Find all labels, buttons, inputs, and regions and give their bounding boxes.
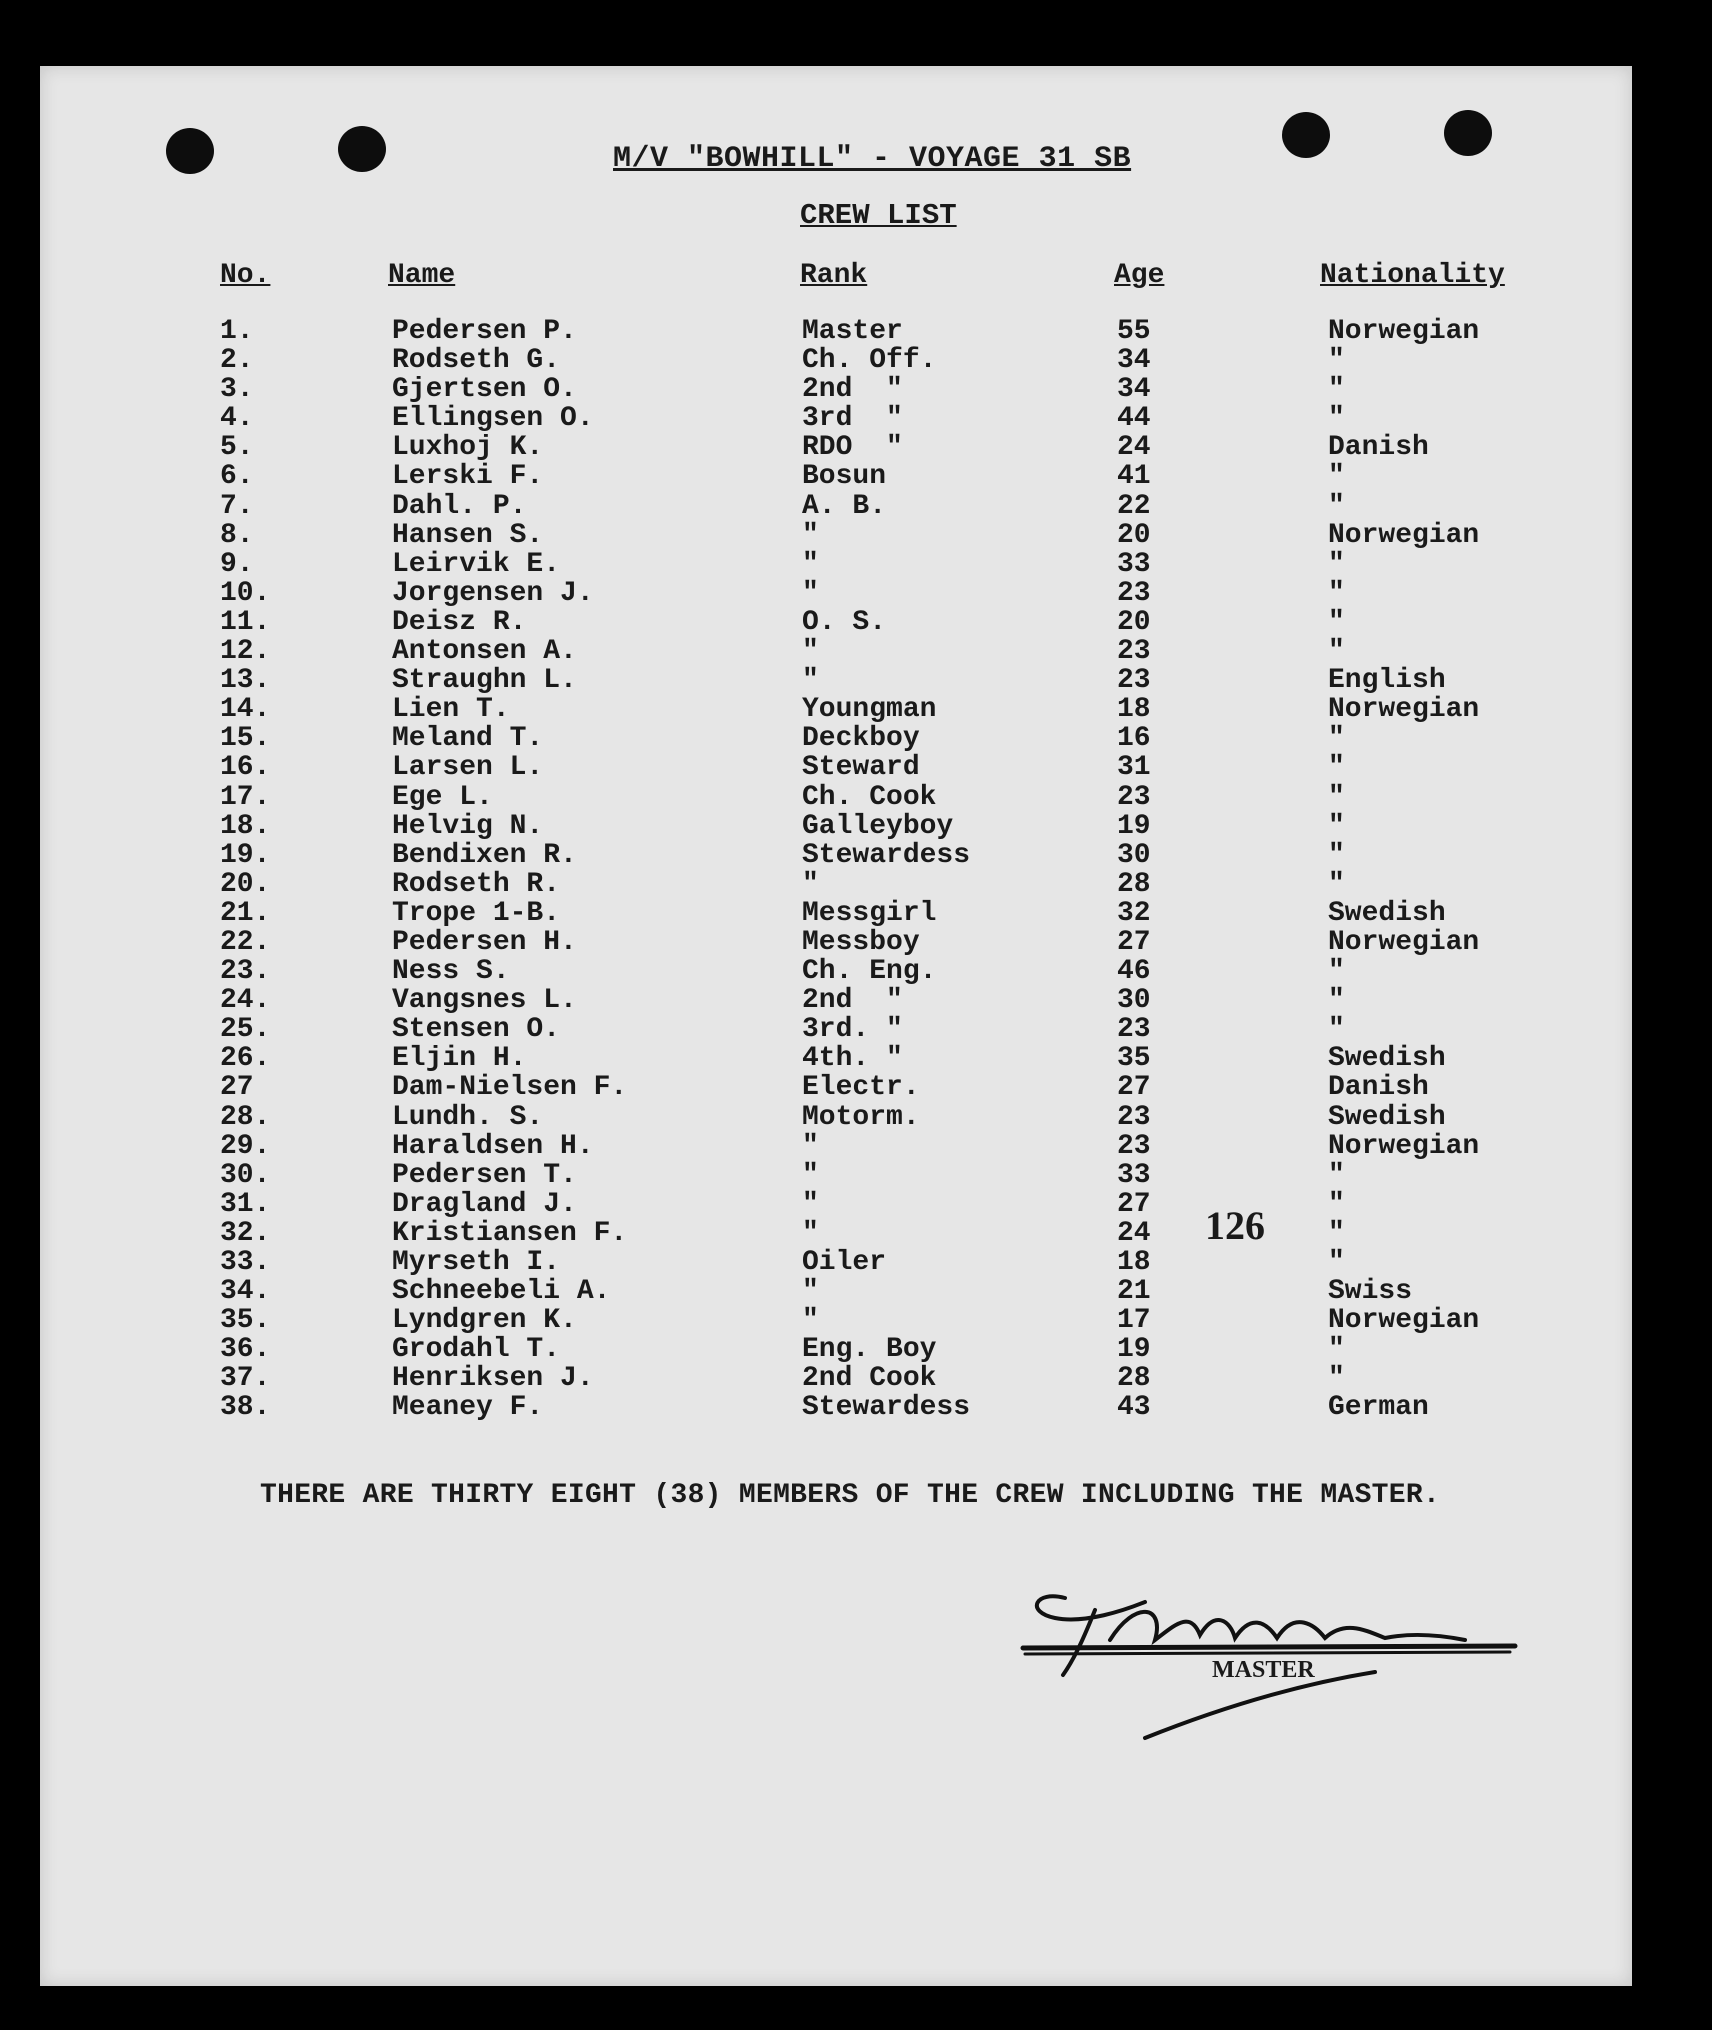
crew-table: [0, 316, 1712, 1422]
crew-rank: ": [802, 868, 819, 900]
crew-name: Bendixen R.: [392, 839, 577, 871]
crew-nationality: ": [1328, 839, 1345, 871]
crew-name: Leirvik E.: [392, 548, 561, 580]
crew-row: [0, 636, 1712, 668]
crew-nationality: Danish: [1328, 1072, 1429, 1104]
crew-number: 6.: [220, 461, 254, 493]
header-name: Name: [388, 260, 456, 291]
crew-number: 17.: [220, 781, 271, 813]
crew-rank: 3rd ": [802, 403, 903, 435]
crew-nationality: German: [1328, 1392, 1429, 1424]
crew-number: 11.: [220, 606, 271, 638]
crew-rank: Stewardess: [802, 839, 971, 871]
crew-rank: A. B.: [802, 490, 887, 522]
crew-age: 18: [1117, 1247, 1151, 1278]
crew-number: 28.: [220, 1101, 271, 1133]
crew-rank: Messboy: [802, 926, 920, 958]
crew-name: Eljin H.: [392, 1043, 527, 1075]
crew-name: Gjertsen O.: [392, 374, 577, 406]
crew-name: Pedersen T.: [392, 1159, 577, 1191]
crew-number: 12.: [220, 636, 271, 668]
crew-rank: Galleyboy: [802, 810, 954, 842]
crew-rank: Ch. Off.: [802, 345, 937, 377]
crew-nationality: ": [1328, 1014, 1345, 1046]
crew-nationality: ": [1328, 403, 1345, 435]
crew-number: 2.: [220, 345, 254, 377]
crew-name: Pedersen P.: [392, 316, 577, 347]
crew-name: Larsen L.: [392, 752, 544, 784]
crew-name: Jorgensen J.: [392, 577, 594, 609]
crew-rank: ": [802, 519, 819, 551]
crew-name: Dam-Nielsen F.: [392, 1072, 628, 1104]
crew-age: 33: [1117, 548, 1151, 580]
document-title: M/V "BOWHILL" - VOYAGE 31 SB: [613, 142, 1132, 176]
crew-rank: Stewardess: [802, 1392, 971, 1424]
crew-nationality: English: [1328, 665, 1446, 697]
crew-number: 18.: [220, 810, 271, 842]
crew-row: [0, 316, 1712, 345]
crew-rank: Ch. Eng.: [802, 956, 937, 988]
signature-label: MASTER: [1212, 1657, 1315, 1683]
crew-name: Dragland J.: [392, 1188, 577, 1220]
crew-nationality: Norwegian: [1328, 1305, 1480, 1337]
crew-age: 16: [1117, 723, 1151, 755]
crew-name: Haraldsen H.: [392, 1130, 594, 1162]
crew-name: Trope 1-B.: [392, 897, 561, 929]
crew-number: 25.: [220, 1014, 271, 1046]
crew-nationality: ": [1328, 461, 1345, 493]
crew-number: 15.: [220, 723, 271, 755]
crew-rank: Oiler: [802, 1247, 887, 1278]
crew-rank: ": [802, 1188, 819, 1220]
crew-row: [0, 1218, 1712, 1247]
crew-row: [0, 1072, 1712, 1104]
crew-nationality: ": [1328, 868, 1345, 900]
stamp-number: 126: [1205, 1203, 1265, 1248]
crew-rank: ": [802, 665, 819, 697]
crew-rank: ": [802, 548, 819, 580]
crew-name: Lyndgren K.: [392, 1305, 577, 1337]
crew-nationality: Swedish: [1328, 1101, 1446, 1133]
crew-number: 1.: [220, 316, 254, 347]
crew-number: 4.: [220, 403, 254, 435]
crew-age: 21: [1117, 1276, 1151, 1308]
crew-row: [0, 1043, 1712, 1075]
crew-rank: RDO ": [802, 432, 903, 464]
header-nationality: Nationality: [1320, 260, 1505, 291]
crew-rank: Motorm.: [802, 1101, 920, 1133]
crew-row: [0, 723, 1712, 755]
crew-nationality: ": [1328, 1159, 1345, 1191]
crew-name: Deisz R.: [392, 606, 527, 638]
crew-name: Myrseth I.: [392, 1247, 561, 1278]
crew-name: Rodseth R.: [392, 868, 561, 900]
crew-rank: 3rd. ": [802, 1014, 903, 1046]
crew-number: 21.: [220, 897, 271, 929]
crew-name: Kristiansen F.: [392, 1217, 628, 1249]
crew-row: [0, 403, 1712, 435]
crew-rank: Eng. Boy: [802, 1334, 937, 1366]
crew-nationality: ": [1328, 1188, 1345, 1220]
crew-row: [0, 1276, 1712, 1308]
crew-nationality: ": [1328, 548, 1345, 580]
crew-number: 24.: [220, 985, 271, 1017]
crew-number: 7.: [220, 490, 254, 522]
crew-row: [0, 840, 1712, 869]
crew-nationality: Norwegian: [1328, 694, 1480, 726]
crew-age: 32: [1117, 897, 1151, 929]
crew-row: [0, 578, 1712, 607]
crew-name: Pedersen H.: [392, 926, 577, 958]
crew-row: [0, 1363, 1712, 1395]
crew-age: 33: [1117, 1159, 1151, 1191]
crew-number: 20.: [220, 868, 271, 900]
crew-age: 46: [1117, 956, 1151, 988]
crew-number: 14.: [220, 694, 271, 726]
crew-rank: ": [802, 1276, 819, 1308]
crew-rank: ": [802, 636, 819, 668]
crew-name: Lien T.: [392, 694, 510, 726]
crew-name: Henriksen J.: [392, 1363, 594, 1395]
crew-name: Straughn L.: [392, 665, 577, 697]
crew-row: [0, 898, 1712, 927]
crew-nationality: ": [1328, 1247, 1345, 1278]
crew-row: [0, 607, 1712, 636]
crew-name: Ness S.: [392, 956, 510, 988]
crew-row: [0, 374, 1712, 406]
crew-rank: Bosun: [802, 461, 887, 493]
crew-age: 24: [1117, 432, 1151, 464]
crew-nationality: ": [1328, 577, 1345, 609]
crew-nationality: Norwegian: [1328, 316, 1480, 347]
crew-age: 35: [1117, 1043, 1151, 1075]
crew-row: [0, 1131, 1712, 1160]
crew-row: [0, 520, 1712, 549]
crew-age: 24: [1117, 1217, 1151, 1249]
crew-number: 27: [220, 1072, 254, 1104]
crew-rank: ": [802, 1217, 819, 1249]
crew-row: [0, 1392, 1712, 1424]
crew-nationality: Swiss: [1328, 1276, 1413, 1308]
crew-number: 37.: [220, 1363, 271, 1395]
crew-age: 28: [1117, 868, 1151, 900]
crew-number: 35.: [220, 1305, 271, 1337]
crew-age: 23: [1117, 665, 1151, 697]
document-subtitle: CREW LIST: [800, 199, 957, 232]
crew-name: Schneebeli A.: [392, 1276, 611, 1308]
crew-age: 19: [1117, 810, 1151, 842]
crew-number: 3.: [220, 374, 254, 406]
crew-row: [0, 985, 1712, 1017]
crew-age: 23: [1117, 1014, 1151, 1046]
crew-nationality: ": [1328, 723, 1345, 755]
crew-number: 10.: [220, 577, 271, 609]
crew-nationality: ": [1328, 810, 1345, 842]
crew-name: Hansen S.: [392, 519, 544, 551]
crew-row: [0, 956, 1712, 988]
crew-row: [0, 1334, 1712, 1366]
crew-name: Rodseth G.: [392, 345, 561, 377]
crew-number: 9.: [220, 548, 254, 580]
crew-number: 23.: [220, 956, 271, 988]
crew-number: 16.: [220, 752, 271, 784]
crew-rank: O. S.: [802, 606, 887, 638]
crew-row: [0, 1014, 1712, 1046]
crew-name: Vangsnes L.: [392, 985, 577, 1017]
crew-name: Ellingsen O.: [392, 403, 594, 435]
header-no: No.: [220, 260, 271, 291]
crew-row: [0, 461, 1712, 493]
crew-row: [0, 752, 1712, 784]
crew-nationality: ": [1328, 781, 1345, 813]
crew-nationality: ": [1328, 636, 1345, 668]
crew-nationality: ": [1328, 606, 1345, 638]
header-rank: Rank: [800, 260, 868, 291]
crew-age: 55: [1117, 316, 1151, 347]
crew-number: 34.: [220, 1276, 271, 1308]
crew-name: Antonsen A.: [392, 636, 577, 668]
crew-age: 27: [1117, 926, 1151, 958]
crew-number: 22.: [220, 926, 271, 958]
crew-number: 30.: [220, 1159, 271, 1191]
crew-row: [0, 1189, 1712, 1218]
crew-name: Lerski F.: [392, 461, 544, 493]
crew-row: [0, 345, 1712, 377]
crew-age: 30: [1117, 985, 1151, 1017]
crew-rank: Messgirl: [802, 897, 937, 929]
crew-age: 31: [1117, 752, 1151, 784]
crew-number: 32.: [220, 1217, 271, 1249]
crew-row: [0, 1247, 1712, 1276]
crew-nationality: ": [1328, 956, 1345, 988]
crew-rank: ": [802, 577, 819, 609]
crew-row: [0, 665, 1712, 697]
crew-age: 23: [1117, 636, 1151, 668]
crew-rank: Deckboy: [802, 723, 920, 755]
crew-nationality: Norwegian: [1328, 926, 1480, 958]
crew-age: 18: [1117, 694, 1151, 726]
crew-rank: Electr.: [802, 1072, 920, 1104]
crew-name: Lundh. S.: [392, 1101, 544, 1133]
crew-nationality: ": [1328, 345, 1345, 377]
crew-number: 29.: [220, 1130, 271, 1162]
crew-row: [0, 491, 1712, 520]
crew-age: 27: [1117, 1188, 1151, 1220]
crew-rank: ": [802, 1305, 819, 1337]
crew-name: Stensen O.: [392, 1014, 561, 1046]
crew-age: 22: [1117, 490, 1151, 522]
crew-nationality: ": [1328, 490, 1345, 522]
crew-nationality: ": [1328, 374, 1345, 406]
crew-rank: ": [802, 1159, 819, 1191]
crew-age: 23: [1117, 781, 1151, 813]
crew-age: 34: [1117, 345, 1151, 377]
crew-age: 28: [1117, 1363, 1151, 1395]
crew-row: [0, 782, 1712, 811]
crew-nationality: Norwegian: [1328, 1130, 1480, 1162]
crew-age: 20: [1117, 606, 1151, 638]
crew-name: Meland T.: [392, 723, 544, 755]
crew-number: 5.: [220, 432, 254, 464]
crew-row: [0, 1160, 1712, 1189]
crew-name: Grodahl T.: [392, 1334, 561, 1366]
crew-number: 8.: [220, 519, 254, 551]
crew-nationality: Norwegian: [1328, 519, 1480, 551]
crew-age: 30: [1117, 839, 1151, 871]
crew-age: 19: [1117, 1334, 1151, 1366]
crew-nationality: Swedish: [1328, 897, 1446, 929]
crew-nationality: Danish: [1328, 432, 1429, 464]
crew-name: Luxhoj K.: [392, 432, 544, 464]
crew-name: Helvig N.: [392, 810, 544, 842]
punch-hole: [166, 128, 214, 174]
crew-row: [0, 432, 1712, 464]
crew-age: 43: [1117, 1392, 1151, 1424]
crew-row: [0, 927, 1712, 956]
crew-name: Dahl. P.: [392, 490, 527, 522]
crew-nationality: ": [1328, 752, 1345, 784]
crew-rank: 2nd Cook: [802, 1363, 937, 1395]
crew-row: [0, 869, 1712, 898]
crew-age: 34: [1117, 374, 1151, 406]
punch-hole: [1444, 110, 1492, 156]
crew-age: 41: [1117, 461, 1151, 493]
crew-number: 13.: [220, 665, 271, 697]
crew-age: 23: [1117, 1130, 1151, 1162]
crew-age: 23: [1117, 1101, 1151, 1133]
crew-number: 33.: [220, 1247, 271, 1278]
crew-nationality: ": [1328, 1334, 1345, 1366]
crew-age: 27: [1117, 1072, 1151, 1104]
crew-age: 20: [1117, 519, 1151, 551]
crew-age: 23: [1117, 577, 1151, 609]
crew-number: 31.: [220, 1188, 271, 1220]
crew-rank: 2nd ": [802, 374, 903, 406]
crew-number: 38.: [220, 1392, 271, 1424]
crew-nationality: ": [1328, 1217, 1345, 1249]
crew-rank: 4th. ": [802, 1043, 903, 1075]
crew-number: 19.: [220, 839, 271, 871]
crew-name: Ege L.: [392, 781, 493, 813]
crew-rank: Steward: [802, 752, 920, 784]
crew-rank: Master: [802, 316, 903, 347]
punch-hole: [338, 126, 386, 172]
crew-rank: Ch. Cook: [802, 781, 937, 813]
crew-row: [0, 1305, 1712, 1337]
crew-number: 36.: [220, 1334, 271, 1366]
crew-age: 44: [1117, 403, 1151, 435]
crew-count-statement: THERE ARE THIRTY EIGHT (38) MEMBERS OF THE CREW INCLUDING THE MASTER.: [260, 1480, 1441, 1511]
crew-number: 26.: [220, 1043, 271, 1075]
crew-age: 17: [1117, 1305, 1151, 1337]
crew-row: [0, 811, 1712, 840]
crew-name: Meaney F.: [392, 1392, 544, 1424]
crew-row: [0, 694, 1712, 726]
crew-nationality: ": [1328, 985, 1345, 1017]
crew-rank: 2nd ": [802, 985, 903, 1017]
crew-rank: Youngman: [802, 694, 937, 726]
header-age: Age: [1114, 260, 1165, 291]
crew-rank: ": [802, 1130, 819, 1162]
crew-row: [0, 1102, 1712, 1131]
crew-nationality: Swedish: [1328, 1043, 1446, 1075]
crew-nationality: ": [1328, 1363, 1345, 1395]
punch-hole: [1282, 112, 1330, 158]
crew-row: [0, 549, 1712, 578]
